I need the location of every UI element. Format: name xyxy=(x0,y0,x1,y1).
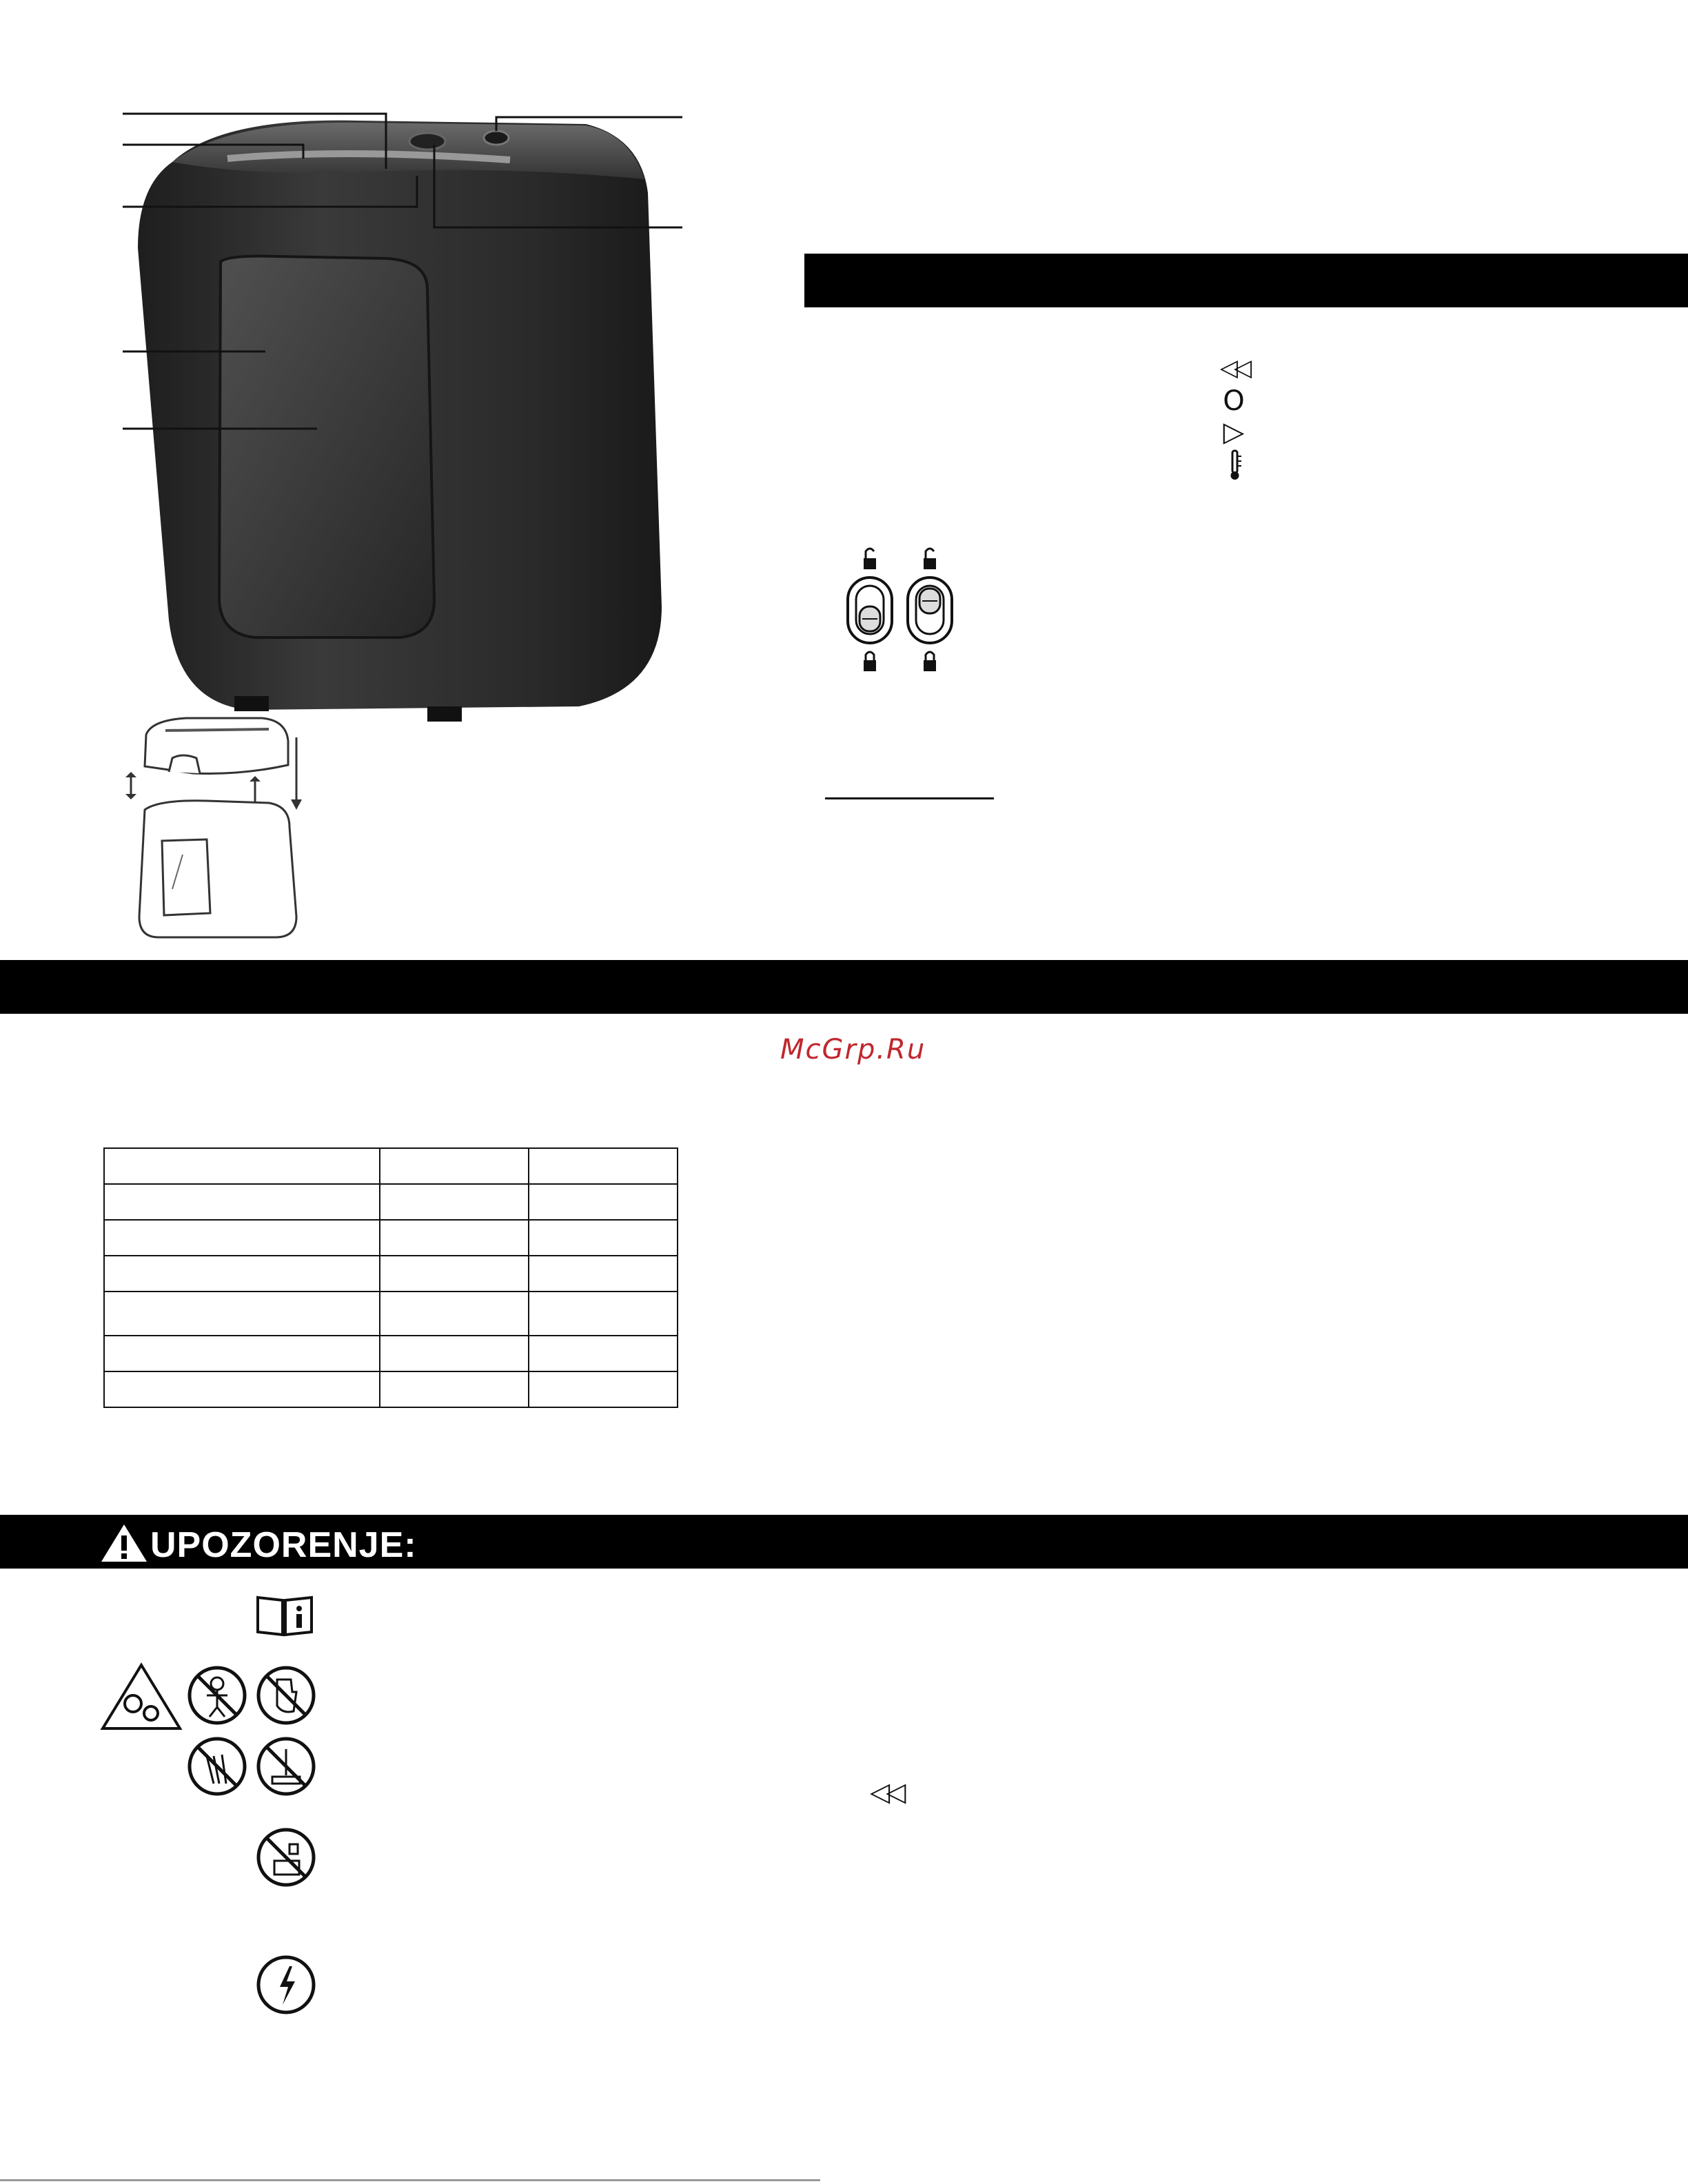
warning-title: UPOZORENJE: xyxy=(150,1525,417,1565)
auto-forward-icon: ▷ xyxy=(1223,416,1245,448)
bin-window xyxy=(219,256,434,637)
divider-rule xyxy=(825,797,994,799)
foot-right xyxy=(427,706,462,722)
no-hair-icon xyxy=(255,1735,317,1797)
off-icon: O xyxy=(1223,385,1245,417)
no-aerosol-icon xyxy=(255,1826,317,1888)
footer-rule xyxy=(0,2179,820,2181)
control-knob xyxy=(409,133,445,150)
spec-table xyxy=(103,1147,678,1408)
foot-left xyxy=(234,696,269,711)
unlock-icon xyxy=(864,549,936,569)
no-loose-clothing-icon xyxy=(186,1735,248,1797)
moving-parts-warning-icon xyxy=(100,1662,183,1731)
watermark: McGrp.Ru xyxy=(780,1034,926,1065)
warning-triangle-icon xyxy=(100,1522,148,1563)
read-manual-icon xyxy=(255,1593,314,1637)
reverse-icon: ◁◁ xyxy=(1219,354,1248,382)
thermometer-icon xyxy=(1227,449,1243,481)
switch-button xyxy=(484,131,509,145)
lock-switch-illustration xyxy=(844,544,982,682)
no-children-icon xyxy=(186,1664,248,1726)
section-bar-middle xyxy=(0,960,1688,1014)
shredder-illustration xyxy=(0,0,758,951)
electric-shock-icon xyxy=(255,1954,317,2016)
exploded-view-illustration xyxy=(131,710,338,944)
lock-icon xyxy=(864,652,936,671)
reverse-icon-inline: ◁◁ xyxy=(870,1777,902,1807)
section-bar-top-right xyxy=(804,254,1688,307)
no-hands-icon xyxy=(255,1664,317,1726)
